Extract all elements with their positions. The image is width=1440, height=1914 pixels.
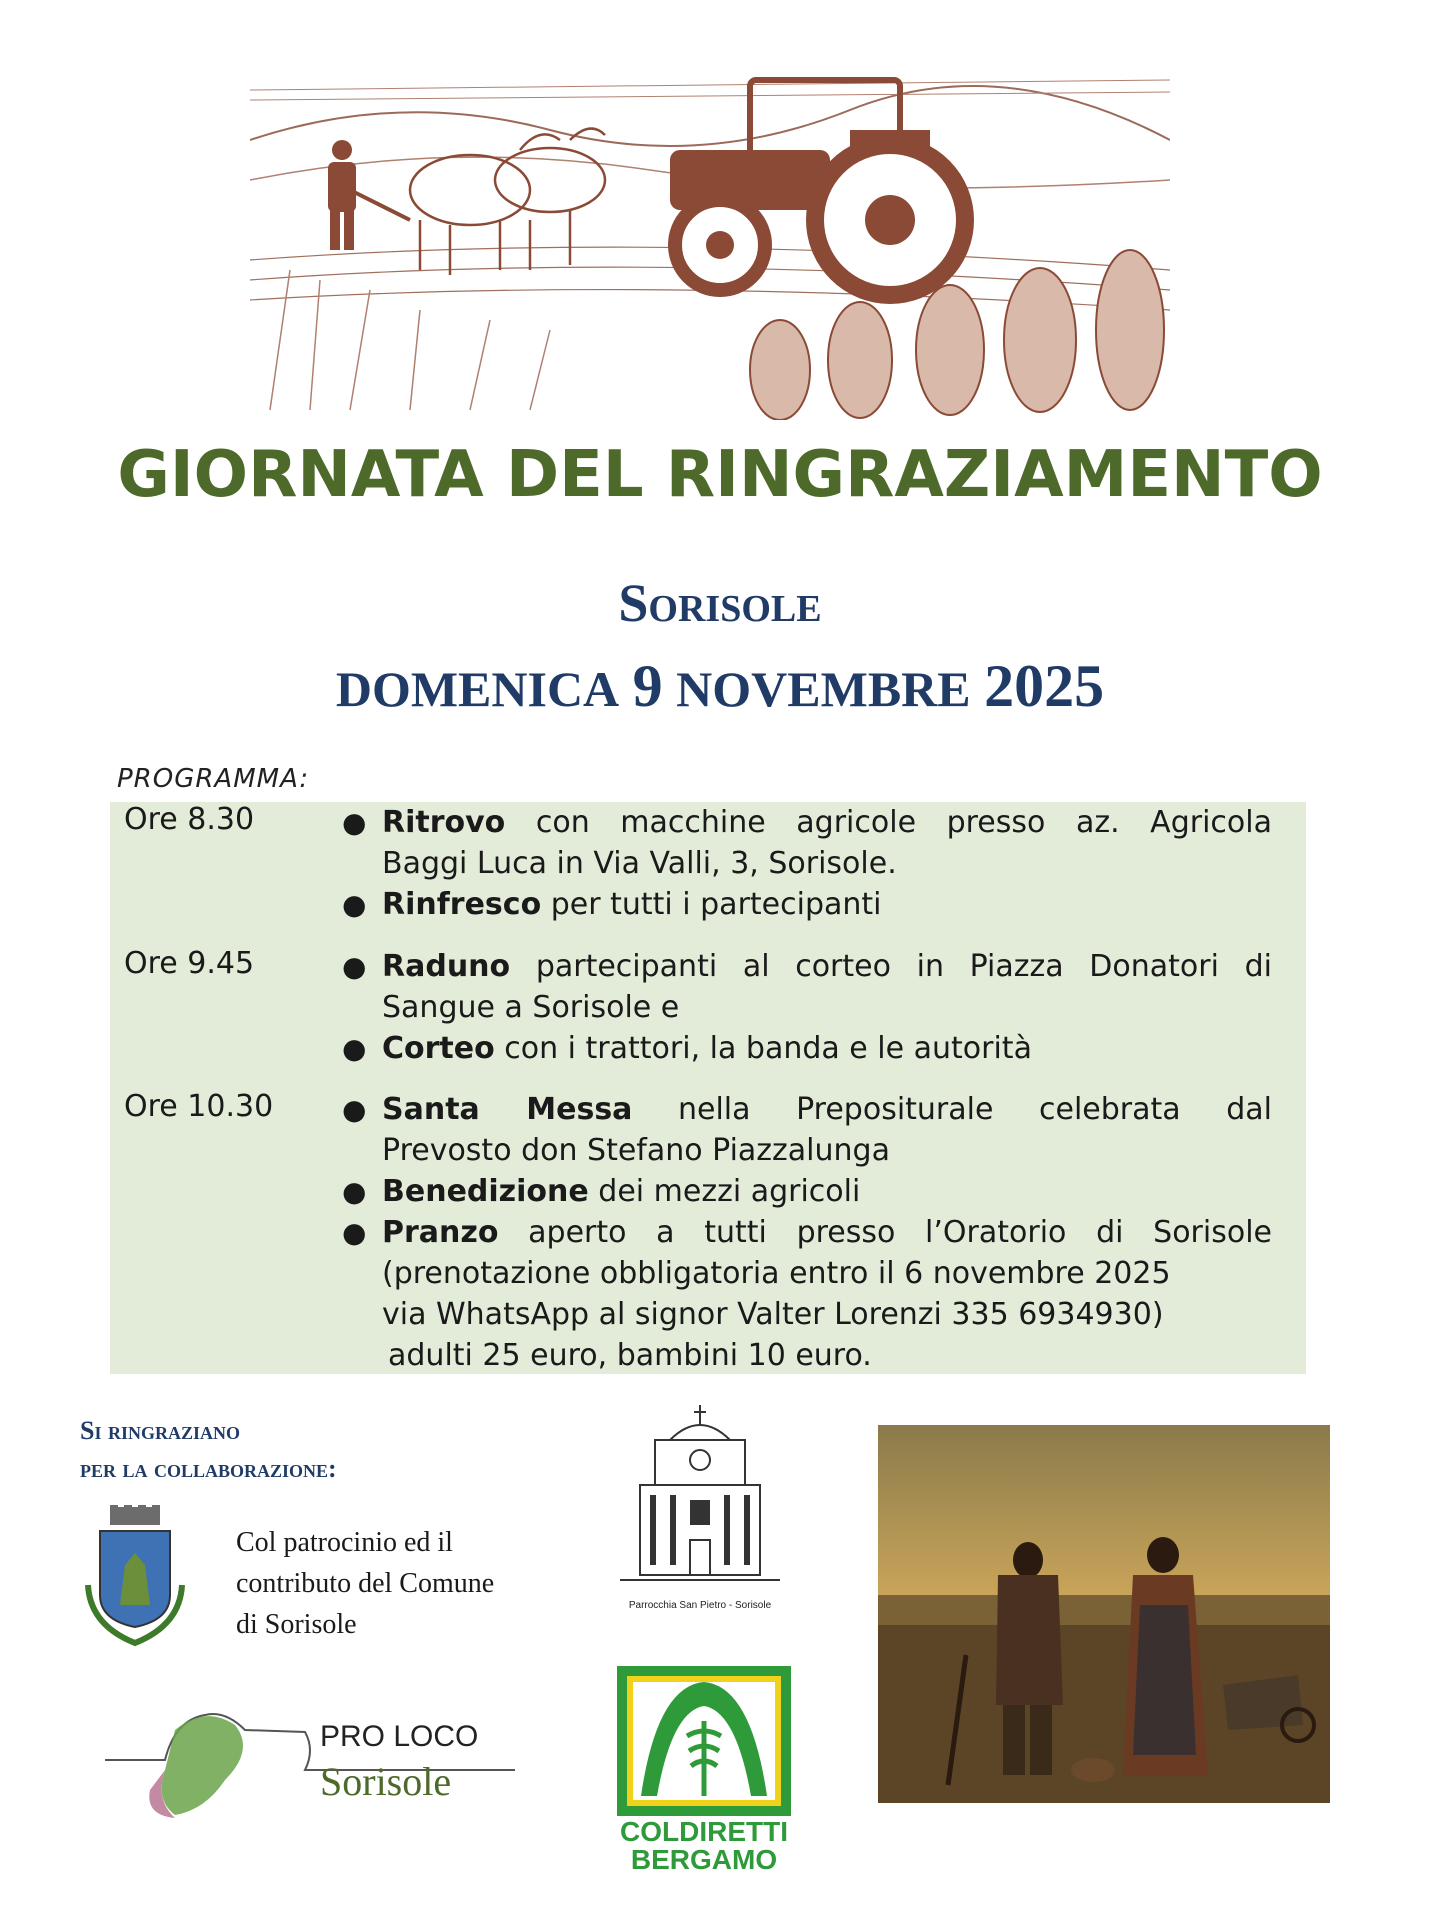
- program-item-cont: (prenotazione obbligatoria entro il 6 novembre 2025: [382, 1256, 1171, 1291]
- thanks-line: per la collaborazione:: [80, 1454, 337, 1483]
- item-bold: Santa Messa: [382, 1092, 633, 1127]
- program-item: [342, 802, 1272, 843]
- date-month: NOVEMBRE: [676, 661, 971, 717]
- coldiretti-logo: [617, 1666, 791, 1816]
- slot-time: Ore 8.30: [124, 802, 255, 837]
- program-label: PROGRAMMA:: [117, 764, 310, 794]
- item-bold: Benedizione: [382, 1174, 589, 1209]
- coldiretti-line: BERGAMO: [630, 1844, 778, 1875]
- location-heading: Sorisole: [618, 573, 822, 633]
- coldiretti-line: COLDIRETTI: [620, 1816, 788, 1847]
- bullet-icon: ●: [342, 950, 367, 983]
- program-box: [110, 802, 1306, 1374]
- patronage-text: [236, 1522, 494, 1645]
- page-title: GIORNATA DEL RINGRAZIAMENTO: [117, 438, 1323, 512]
- item-bold: Pranzo: [382, 1215, 499, 1250]
- bullet-icon: ●: [342, 888, 367, 921]
- thanks-heading: [80, 1412, 337, 1488]
- date-year: 2025: [984, 653, 1105, 719]
- bullet-icon: ●: [342, 1093, 367, 1126]
- item-text: nella Prepositurale celebrata dal: [632, 1092, 1272, 1127]
- slot-time: Ore 10.30: [124, 1089, 274, 1124]
- program-item: [342, 1212, 1272, 1253]
- patronage-line: contributo del Comune: [236, 1568, 495, 1599]
- coldiretti-name: [600, 1818, 808, 1874]
- item-text: con i trattori, la banda e le autorità: [494, 1031, 1032, 1066]
- item-text: aperto a tutti presso l’Oratorio di Sorisole: [498, 1215, 1272, 1250]
- item-text: dei mezzi agricoli: [588, 1174, 861, 1209]
- program-item-cont: Baggi Luca in Via Valli, 3, Sorisole.: [382, 846, 897, 881]
- bullet-icon: ●: [342, 1175, 367, 1208]
- church-illustration: [620, 1400, 780, 1590]
- angelus-painting: [878, 1425, 1330, 1803]
- program-item: [342, 1028, 1272, 1069]
- program-item-cont: Sangue a Sorisole e: [382, 990, 680, 1025]
- proloco-subtitle: Sorisole: [320, 1759, 452, 1804]
- item-text: per tutti i partecipanti: [541, 887, 882, 922]
- thanks-line: Si ringraziano: [80, 1416, 240, 1445]
- date-weekday: DOMENICA: [335, 661, 620, 717]
- slot-time: Ore 9.45: [124, 946, 255, 981]
- item-text: con macchine agricole presso az. Agricola: [505, 805, 1272, 840]
- program-item-cont: adulti 25 euro, bambini 10 euro.: [388, 1338, 872, 1373]
- bullet-icon: ●: [342, 1032, 367, 1065]
- date-day: 9: [632, 653, 663, 719]
- hero-farming-illustration: [250, 70, 1170, 420]
- event-date: [0, 652, 1440, 721]
- proloco-title: PRO LOCO: [320, 1720, 479, 1753]
- program-item: [342, 884, 1272, 925]
- bullet-icon: ●: [342, 806, 367, 839]
- item-bold: Corteo: [382, 1031, 495, 1066]
- program-item: [342, 1171, 1272, 1212]
- bullet-icon: ●: [342, 1216, 367, 1249]
- item-text: partecipanti al corteo in Piazza Donatori di: [510, 949, 1272, 984]
- municipal-crest-logo: [80, 1505, 190, 1655]
- program-item: [342, 1089, 1272, 1130]
- program-item-cont: Prevosto don Stefano Piazzalunga: [382, 1133, 890, 1168]
- patronage-line: Col patrocinio ed il: [236, 1527, 453, 1558]
- program-item: [342, 946, 1272, 987]
- program-item-cont: via WhatsApp al signor Valter Lorenzi 335 6934930): [382, 1297, 1164, 1332]
- item-bold: Rinfresco: [382, 887, 542, 922]
- item-bold: Ritrovo: [382, 805, 506, 840]
- patronage-line: di Sorisole: [236, 1609, 357, 1640]
- item-bold: Raduno: [382, 949, 511, 984]
- church-caption: Parrocchia San Pietro - Sorisole: [628, 1600, 772, 1611]
